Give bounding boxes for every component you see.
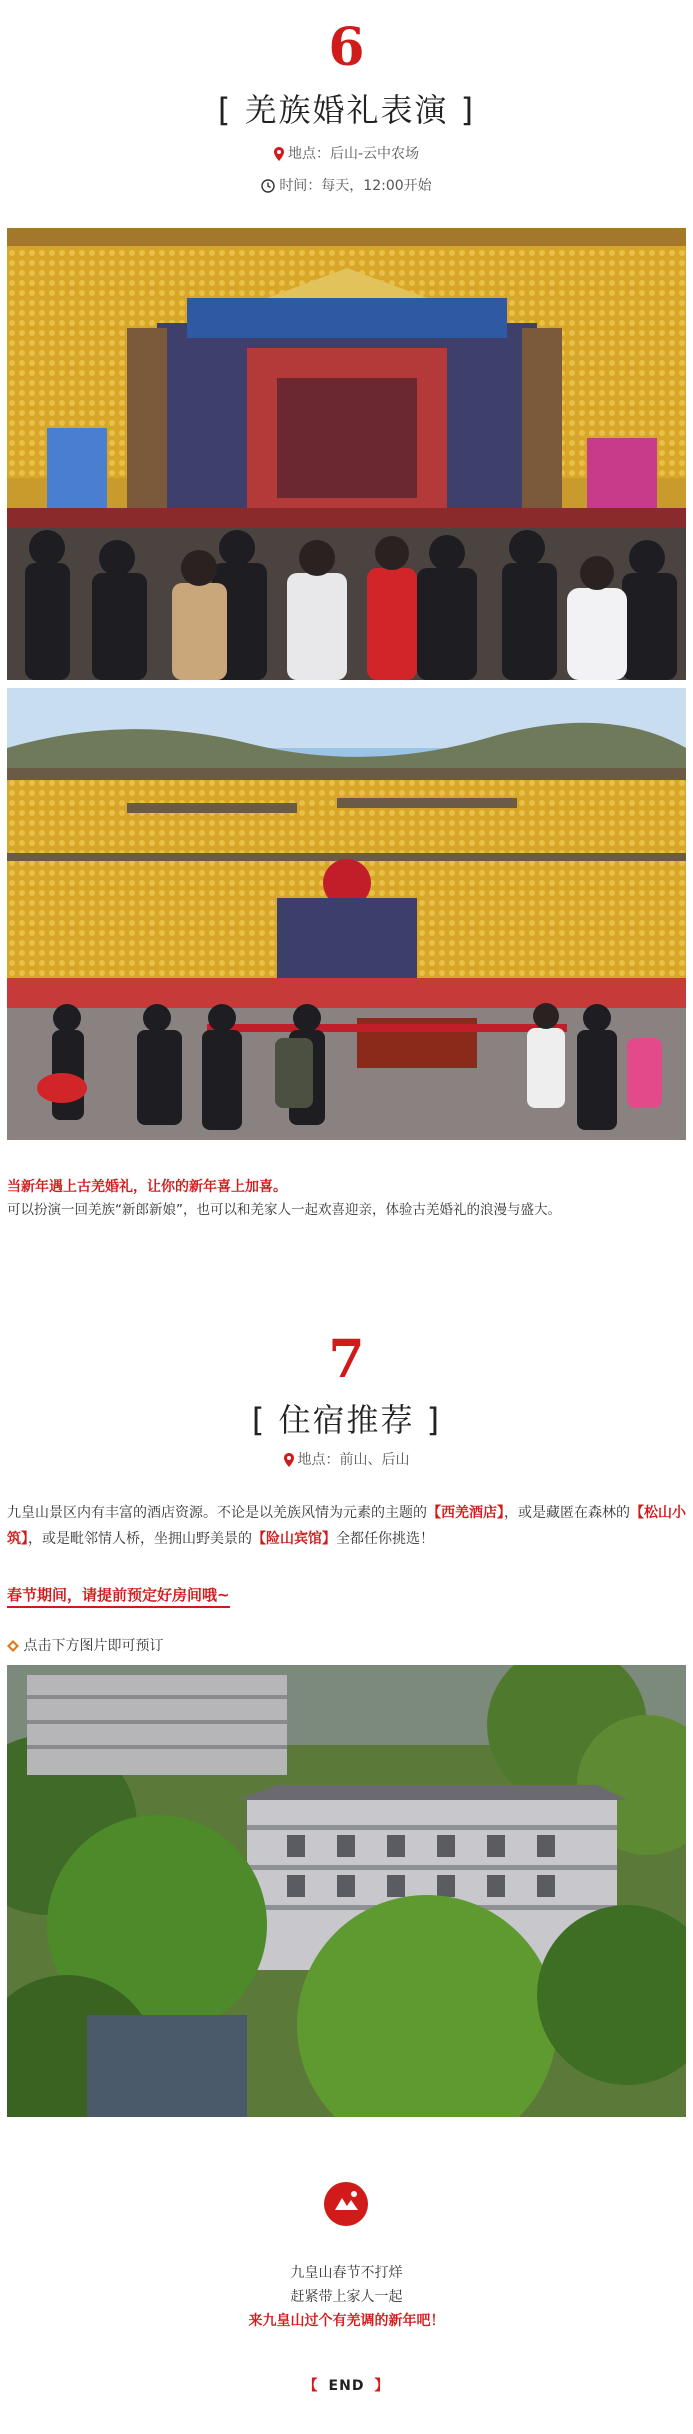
section6-body: 可以扮演一回羌族“新郎新娘”，也可以和羌家人一起欢喜迎亲，体验古羌婚礼的浪漫与盛大。 bbox=[7, 1202, 561, 1218]
hotel-link-xiqiang[interactable]: 【西羌酒店】 bbox=[427, 1505, 504, 1521]
location-pin-icon bbox=[274, 147, 284, 161]
section7-body-part: ，或是藏匿在森林的 bbox=[504, 1505, 630, 1521]
end-bracket-right-icon: 】 bbox=[374, 2378, 390, 2394]
section7-location bbox=[0, 1450, 693, 1470]
footer-line3: 来九皇山过个有羌调的新年吧！ bbox=[248, 2313, 445, 2329]
wedding-procession-photo bbox=[7, 688, 686, 1140]
brand-logo-icon bbox=[322, 2180, 370, 2228]
diamond-bullet-icon bbox=[7, 1640, 19, 1652]
section7-body-part: 全都任你挑选！ bbox=[336, 1531, 434, 1547]
tap-hint bbox=[7, 1635, 163, 1655]
end-marker bbox=[0, 2375, 693, 2395]
section7-body-part: 九皇山景区内有丰富的酒店资源。不论是以羌族风情为元素的主题的 bbox=[7, 1505, 427, 1521]
section7-number: 7 bbox=[328, 1329, 365, 1390]
section6-time-text: 时间：每天，12:00开始 bbox=[279, 178, 432, 194]
booking-notice-text: 春节期间，请提前预定好房间哦~ bbox=[7, 1586, 230, 1608]
hotel-link-xianshan[interactable]: 【险山宾馆】 bbox=[252, 1531, 336, 1547]
section7-location-text: 地点：前山、后山 bbox=[297, 1452, 410, 1468]
section6-title: [ 羌族婚礼表演 ] bbox=[217, 91, 476, 129]
section6-location bbox=[0, 144, 693, 164]
hotel-link-songshan[interactable]: 【松山小筑】 bbox=[7, 1505, 686, 1547]
section6-highlight bbox=[7, 1176, 686, 1198]
hotel-booking-photo[interactable] bbox=[7, 1665, 686, 2117]
wedding-stage-photo bbox=[7, 228, 686, 680]
section7-body-part: ，或是毗邻情人桥，坐拥山野美景的 bbox=[28, 1531, 252, 1547]
section6-time bbox=[0, 176, 693, 196]
section6-number: 6 bbox=[328, 17, 365, 78]
tap-hint-text: 点击下方图片即可预订 bbox=[23, 1638, 164, 1654]
section7-title: [ 住宿推荐 ] bbox=[251, 1401, 442, 1439]
footer-line2: 赶紧带上家人一起 bbox=[290, 2289, 403, 2305]
section6-highlight-text: 当新年遇上古羌婚礼，让你的新年喜上加喜。 bbox=[7, 1179, 287, 1195]
clock-icon bbox=[261, 179, 275, 193]
booking-notice bbox=[7, 1584, 230, 1606]
end-bracket-left-icon: 【 bbox=[303, 2378, 319, 2394]
section6-location-text: 地点：后山-云中农场 bbox=[287, 146, 420, 162]
footer-line1: 九皇山春节不打烊 bbox=[290, 2265, 403, 2281]
location-pin-icon bbox=[284, 1453, 294, 1467]
section7-body bbox=[7, 1500, 686, 1552]
end-text: END bbox=[328, 2378, 365, 2394]
